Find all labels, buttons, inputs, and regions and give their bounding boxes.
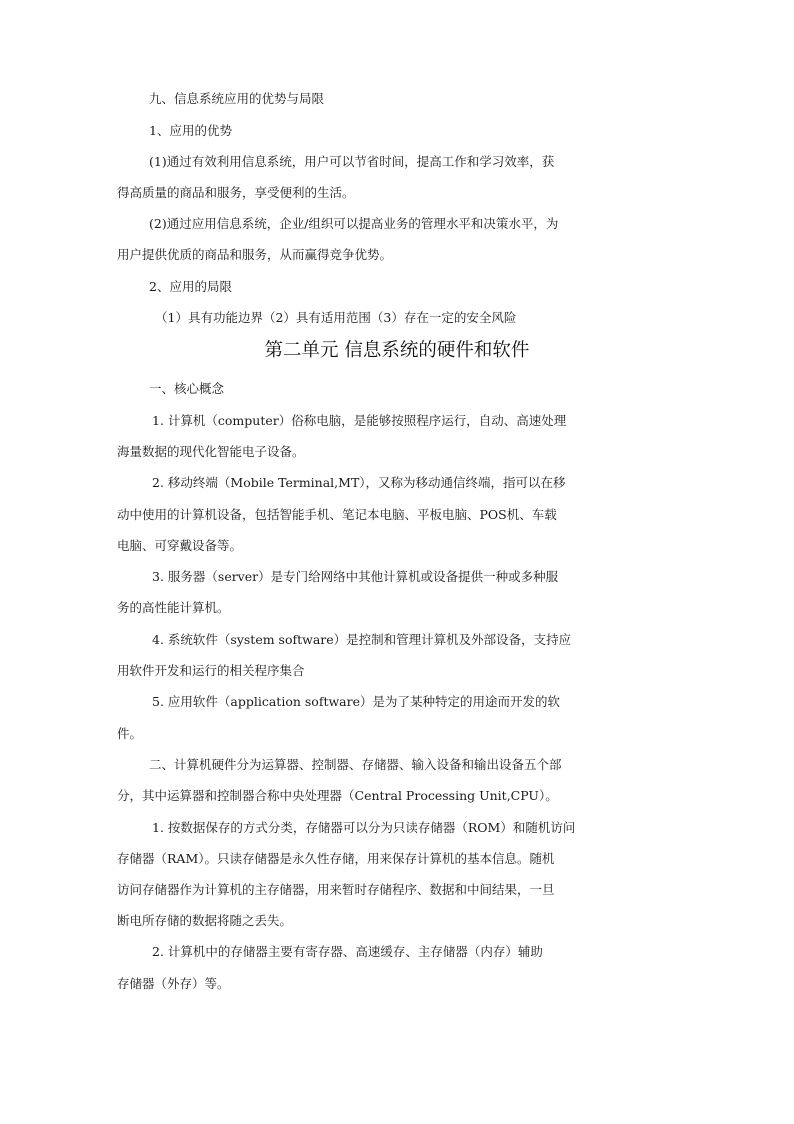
paragraph-line: 3. 服务器（server）是专门给网络中其他计算机或设备提供一种或多种服 — [152, 569, 559, 584]
paragraph-line: (2)通过应用信息系统，企业/组织可以提高业务的管理水平和决策水平，为 — [149, 216, 559, 231]
paragraph-line: 海量数据的现代化智能电子设备。 — [117, 444, 305, 459]
subsection-heading: 2、应用的局限 — [149, 279, 232, 294]
paragraph-line: 5. 应用软件（application software）是为了某种特定的用途而开发的软 — [152, 694, 560, 709]
paragraph-line: 1. 按数据保存的方式分类，存储器可以分为只读存储器（ROM）和随机访问 — [152, 820, 576, 835]
paragraph-line: 存储器（外存）等。 — [117, 976, 230, 991]
paragraph-line: 2. 计算机中的存储器主要有寄存器、高速缓存、主存储器（内存）辅助 — [152, 944, 543, 959]
paragraph-line: 电脑、可穿戴设备等。 — [117, 538, 243, 553]
paragraph-line: 4. 系统软件（system software）是控制和管理计算机及外部设备，支持应 — [152, 632, 572, 647]
paragraph-line: (1)通过有效利用信息系统，用户可以节省时间，提高工作和学习效率，获 — [149, 154, 555, 169]
subsection-heading: 1、应用的优势 — [149, 123, 232, 138]
paragraph-line: 存储器（RAM）。只读存储器是永久性存储，用来保存计算机的基本信息。随机 — [117, 851, 555, 866]
paragraph-line: 用软件开发和运行的相关程序集合 — [117, 663, 305, 678]
section-heading: 一、核心概念 — [149, 381, 225, 396]
section-heading: 二、计算机硬件分为运算器、控制器、存储器、输入设备和输出设备五个部 — [149, 757, 562, 772]
paragraph-line: （1）具有功能边界（2）具有适用范围（3）存在一定的安全风险 — [155, 310, 517, 325]
section-heading: 九、信息系统应用的优势与局限 — [149, 91, 325, 106]
paragraph-line: 件。 — [117, 726, 143, 741]
paragraph-line: 务的高性能计算机。 — [117, 600, 230, 615]
paragraph-line: 2. 移动终端（Mobile Terminal,MT），又称为移动通信终端，指可以在移 — [152, 475, 566, 490]
paragraph-line: 1. 计算机（computer）俗称电脑，是能够按照程序运行，自动、高速处理 — [152, 413, 567, 428]
paragraph-line: 分，其中运算器和控制器合称中央处理器（Central Processing Unit,CPU）。 — [117, 788, 558, 803]
paragraph-line: 得高质量的商品和服务，享受便利的生活。 — [117, 185, 355, 200]
paragraph-line: 断电所存储的数据将随之丢失。 — [117, 913, 293, 928]
paragraph-line: 用户提供优质的商品和服务，从而赢得竞争优势。 — [117, 247, 393, 262]
paragraph-line: 访问存储器作为计算机的主存储器，用来暂时存储程序、数据和中间结果，一旦 — [117, 882, 555, 897]
paragraph-line: 动中使用的计算机设备，包括智能手机、笔记本电脑、平板电脑、POS机、车载 — [117, 507, 557, 522]
unit-title: 第二单元 信息系统的硬件和软件 — [264, 340, 530, 361]
